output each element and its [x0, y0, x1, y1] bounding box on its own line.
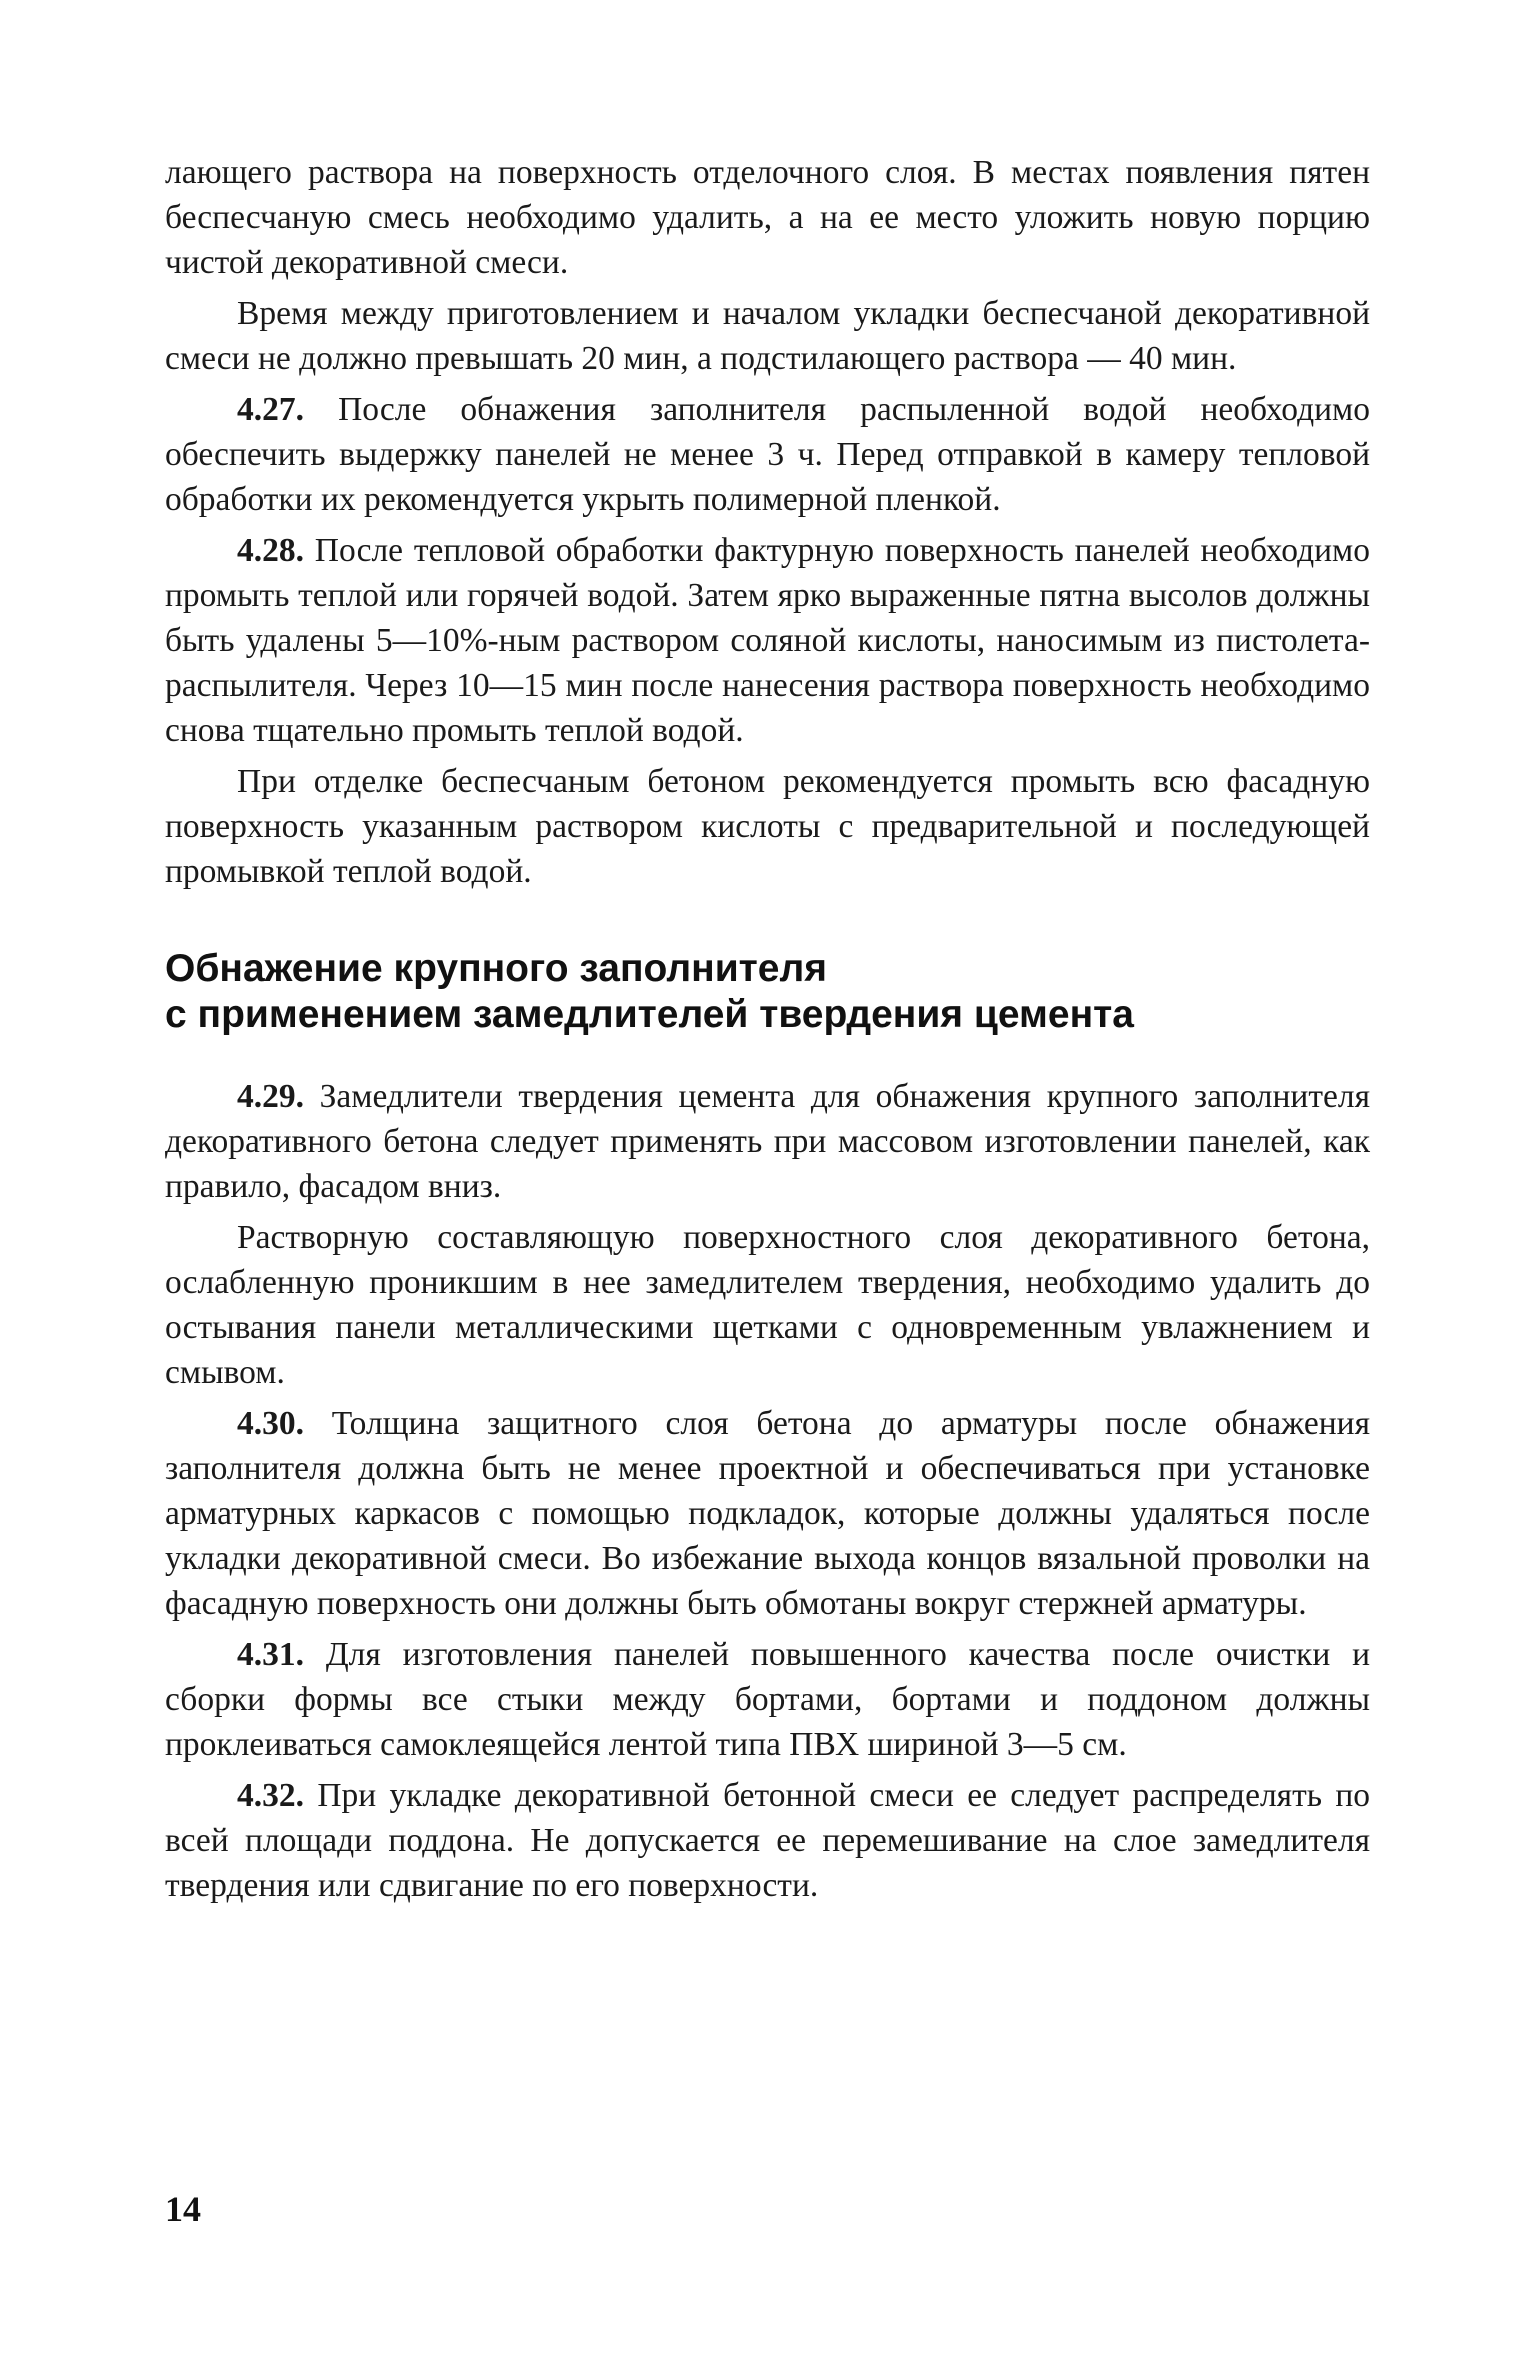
paragraph-4-28-text: После тепловой обработки фактурную поверхность панелей необходимо промыть теплой или горячей водой. Затем ярко выраженные пятна высолов должны быть удалены 5—10%-ным раствором соляной кислоты, наносимым из пистолета-распылителя. Через 10—15 мин после нанесения раствора поверхность необходимо снова тщательно промыть теплой водой.: [165, 532, 1370, 749]
clause-number: 4.27.: [237, 391, 304, 428]
paragraph-4-29: [165, 1074, 1370, 1209]
paragraph-4-28: [165, 528, 1370, 753]
clause-number: 4.29.: [237, 1078, 304, 1115]
paragraph-7-text: Растворную составляющую поверхностного слоя декоративного бетона, ослабленную проникшим в нее замедлителем твердения, необходимо удалить до остывания панели металлическими щетками с одновременным увлажнением и смывом.: [165, 1219, 1370, 1391]
paragraph-4-29-text: Замедлители твердения цемента для обнажения крупного заполнителя декоративного бетона следует применять при массовом изготовлении панелей, как правило, фасадом вниз.: [165, 1078, 1370, 1205]
paragraph-4-32: [165, 1773, 1370, 1908]
paragraph-4-27: [165, 387, 1370, 522]
section-heading-line-1: Обнажение крупного заполнителя: [165, 947, 827, 990]
document-page: [165, 150, 1370, 1914]
paragraph-2: [165, 291, 1370, 381]
paragraph-7: [165, 1215, 1370, 1395]
paragraph-4-32-text: При укладке декоративной бетонной смеси ее следует распределять по всей площади поддона. Не допускается ее перемешивание на слое замедлителя твердения или сдвигание по его поверхности.: [165, 1777, 1370, 1904]
paragraph-5: [165, 759, 1370, 894]
paragraph-5-text: При отделке беспесчаным бетоном рекомендуется промыть всю фасадную поверхность указанным раствором кислоты с предварительной и последующей промывкой теплой водой.: [165, 763, 1370, 890]
clause-number: 4.28.: [237, 532, 304, 569]
paragraph-2-text: Время между приготовлением и началом укладки беспесчаной декоративной смеси не должно превышать 20 мин, а подстилающего раствора — 40 мин.: [165, 295, 1370, 377]
paragraph-4-30: [165, 1401, 1370, 1626]
section-heading-line-2: с применением замедлителей твердения цемента: [165, 993, 1134, 1036]
page-number: 14: [165, 2189, 201, 2229]
clause-number: 4.30.: [237, 1405, 304, 1442]
paragraph-4-30-text: Толщина защитного слоя бетона до арматуры после обнажения заполнителя должна быть не менее проектной и обеспечиваться при установке арматурных каркасов с помощью подкладок, которые должны удаляться после укладки декоративной смеси. Во избежание выхода концов вязальной проволки на фасадную поверхность они должны быть обмотаны вокруг стержней арматуры.: [165, 1405, 1370, 1622]
paragraph-4-31-text: Для изготовления панелей повышенного качества после очистки и сборки формы все стыки между бортами, бортами и поддоном должны проклеиваться самоклеящейся лентой типа ПВХ шириной 3—5 см.: [165, 1636, 1370, 1763]
paragraph-1-text: лающего раствора на поверхность отделочного слоя. В местах появления пятен беспесчаную смесь необходимо удалить, а на ее место уложить новую порцию чистой декоративной смеси.: [165, 154, 1370, 281]
clause-number: 4.32.: [237, 1777, 304, 1814]
paragraph-1: [165, 150, 1370, 285]
paragraph-4-31: [165, 1632, 1370, 1767]
section-heading: [165, 946, 1370, 1038]
clause-number: 4.31.: [237, 1636, 304, 1673]
paragraph-4-27-text: После обнажения заполнителя распыленной водой необходимо обеспечить выдержку панелей не менее 3 ч. Перед отправкой в камеру тепловой обработки их рекомендуется укрыть полимерной пленкой.: [165, 391, 1370, 518]
